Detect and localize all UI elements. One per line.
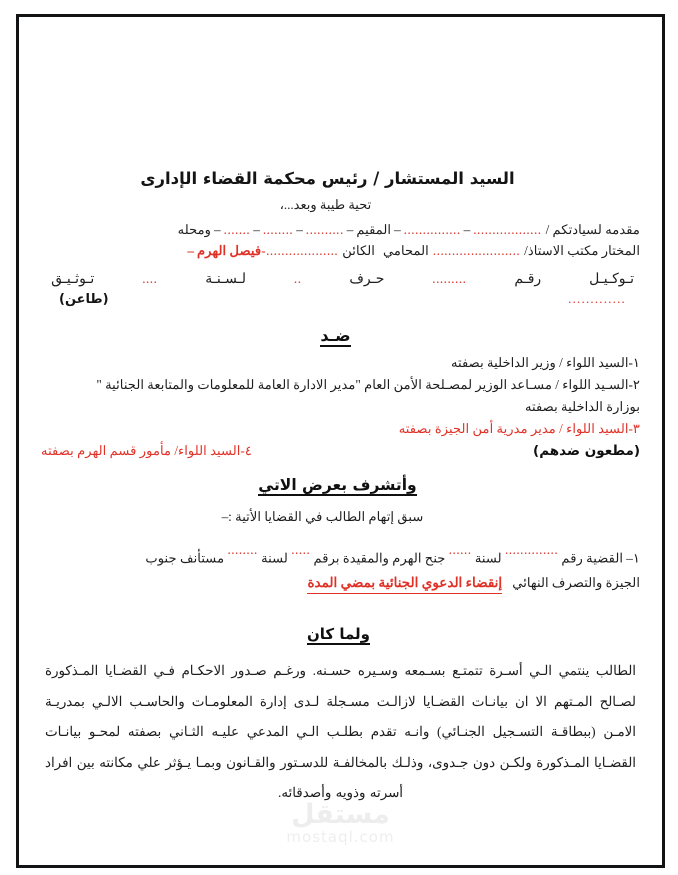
respondent-item-2: ٢-السـيد اللواء / مسـاعد الوزير لمصـلحة الأمن العام "مدير الادارة العامة للمعلومات والمتابعة الجنائية " xyxy=(96,377,640,393)
case-year-blank-1: ...... xyxy=(448,541,472,557)
domicile-tail: ومحله xyxy=(177,221,212,237)
tawkeel-year-blank: .... xyxy=(142,271,158,287)
appellant-tag: (طاعن) xyxy=(59,292,109,308)
address-blank-1: .......... xyxy=(305,221,344,237)
lawyer-label: المحامي xyxy=(382,242,429,258)
case-registration-blank: ..... xyxy=(291,541,311,557)
respondent-item-3: ٣-السيد اللواء / مدير مدرية أمن الجيزة بصفته xyxy=(398,420,640,436)
respondent-item-2-cont: بوزارة الداخلية بصفته xyxy=(524,398,640,414)
verdict-phrase: إنقضاء الدعوي الجنائية بمضي المدة xyxy=(307,573,502,595)
page-title: السيد المستشار / رئيس محكمة القضاء الإدارى xyxy=(140,169,515,188)
petitioner-blank-2: ............... xyxy=(403,221,461,237)
case-final-disposition-line xyxy=(41,573,640,595)
watermark-logo-text: مستقل xyxy=(291,799,390,831)
tawkeel-number-label: رقـم xyxy=(514,272,542,288)
whereas-heading: ولما كان xyxy=(306,625,371,644)
address-blank-2: ........ xyxy=(262,221,294,237)
dash-5: – xyxy=(253,221,260,237)
body-paragraph: الطالب ينتمي الـي أسـرة تتمتـع بسـمعه وسـيره حسـنه. ورغـم صـدور الاحكـام فـي القضـايا المـذكورة لصـالح المـتهم الا ان بيانـات القضـايا لازالـت مسـجلة لـدى إدارة المعلومـات والحاسـب الالـي بمدريـة الامـن (ببطاقـة التسـجيل الجنـائي) وانـه تقدم بطلـب الـي المدعي عليـه الثـاني بصفته لمحـو بيانـات القضـايا المـذكورة ولكـن دون جـدوى، وذلـك بالمخالفـة للدسـتور والقـانون وبمـا يـؤثر علي مكانته بين افراد أسرته وذويه وأصدقائه. xyxy=(45,663,636,801)
greeting-line: تحية طيبة وبعد...، xyxy=(279,196,372,212)
case-number-label: ١– القضية رقم xyxy=(561,550,640,566)
case-detail-line xyxy=(41,538,640,571)
respondent-item-4: ٤-السيد اللواء/ مأمور قسم الهرم بصفته xyxy=(41,442,252,458)
appellant-row xyxy=(41,291,640,310)
respondent-item-1: ١-السيد اللواء / وزير الداخلية بصفته xyxy=(450,355,640,371)
address-blank-3: ....... xyxy=(223,221,251,237)
prior-accusation-line: سبق إتهام الطالب في القضايا الأتية :– xyxy=(221,508,424,524)
tawkeel-year-label: لـسـنـة xyxy=(205,272,247,288)
top-spacer xyxy=(41,17,640,167)
respondents-tag: (مطعون ضدهم) xyxy=(533,442,640,459)
dash-6: – xyxy=(214,221,221,237)
petitioner-name-blank: .................. xyxy=(473,221,542,237)
case-number-blank: .............. xyxy=(504,541,559,557)
office-address-blank: ...................- xyxy=(261,242,339,258)
dash-3: – xyxy=(346,221,354,237)
case-court-label: جنح الهرم والمقيدة برقم xyxy=(313,550,446,566)
lawyer-name-blank: ....................... xyxy=(432,242,521,258)
case-appeal-label: مستأنف جنوب xyxy=(145,550,225,566)
petitioner-line xyxy=(41,220,640,239)
tawkeel-number-blank: ......... xyxy=(432,271,467,287)
respondent-item-4-row xyxy=(41,441,640,463)
final-disposition-label: الجيزة والتصرف النهائي xyxy=(512,574,640,590)
petitioner-label: مقدمه لسيادتكم / xyxy=(545,221,640,237)
tawkeel-word: تـوكـيـل xyxy=(589,272,634,288)
case-year-label-1: لسنة xyxy=(474,550,502,566)
case-year-blank-2: ........ xyxy=(227,541,258,557)
dash-2: – xyxy=(394,221,401,237)
dash-7: – xyxy=(187,242,194,258)
tawkeel-letter-label: حـرف xyxy=(349,272,385,288)
respondents-list xyxy=(41,353,640,462)
resident-label: المقيم xyxy=(356,221,392,237)
watermark-url: mostaql.com xyxy=(286,828,395,847)
present-heading: وأتشرف بعرض الاتي xyxy=(258,476,417,495)
office-address-value: فيصل الهرم xyxy=(196,242,262,258)
tawkeel-notarization-label: تـوثـيـق xyxy=(51,272,95,288)
against-heading: ضـد xyxy=(320,326,351,346)
located-label: الكائن xyxy=(342,242,375,258)
dash-4: – xyxy=(296,221,303,237)
chosen-office-label: المختار مكتب الاستاذ/ xyxy=(524,242,640,258)
notarization-blank: ............. xyxy=(568,291,626,307)
tawkeel-letter-blank: .. xyxy=(293,271,302,287)
lawyer-office-line xyxy=(41,241,640,260)
power-of-attorney-line xyxy=(41,269,640,290)
document-page-content xyxy=(19,17,662,865)
case-year-label-2: لسنة xyxy=(261,550,288,566)
document-page-frame xyxy=(16,14,665,868)
dash-1: – xyxy=(463,221,471,237)
